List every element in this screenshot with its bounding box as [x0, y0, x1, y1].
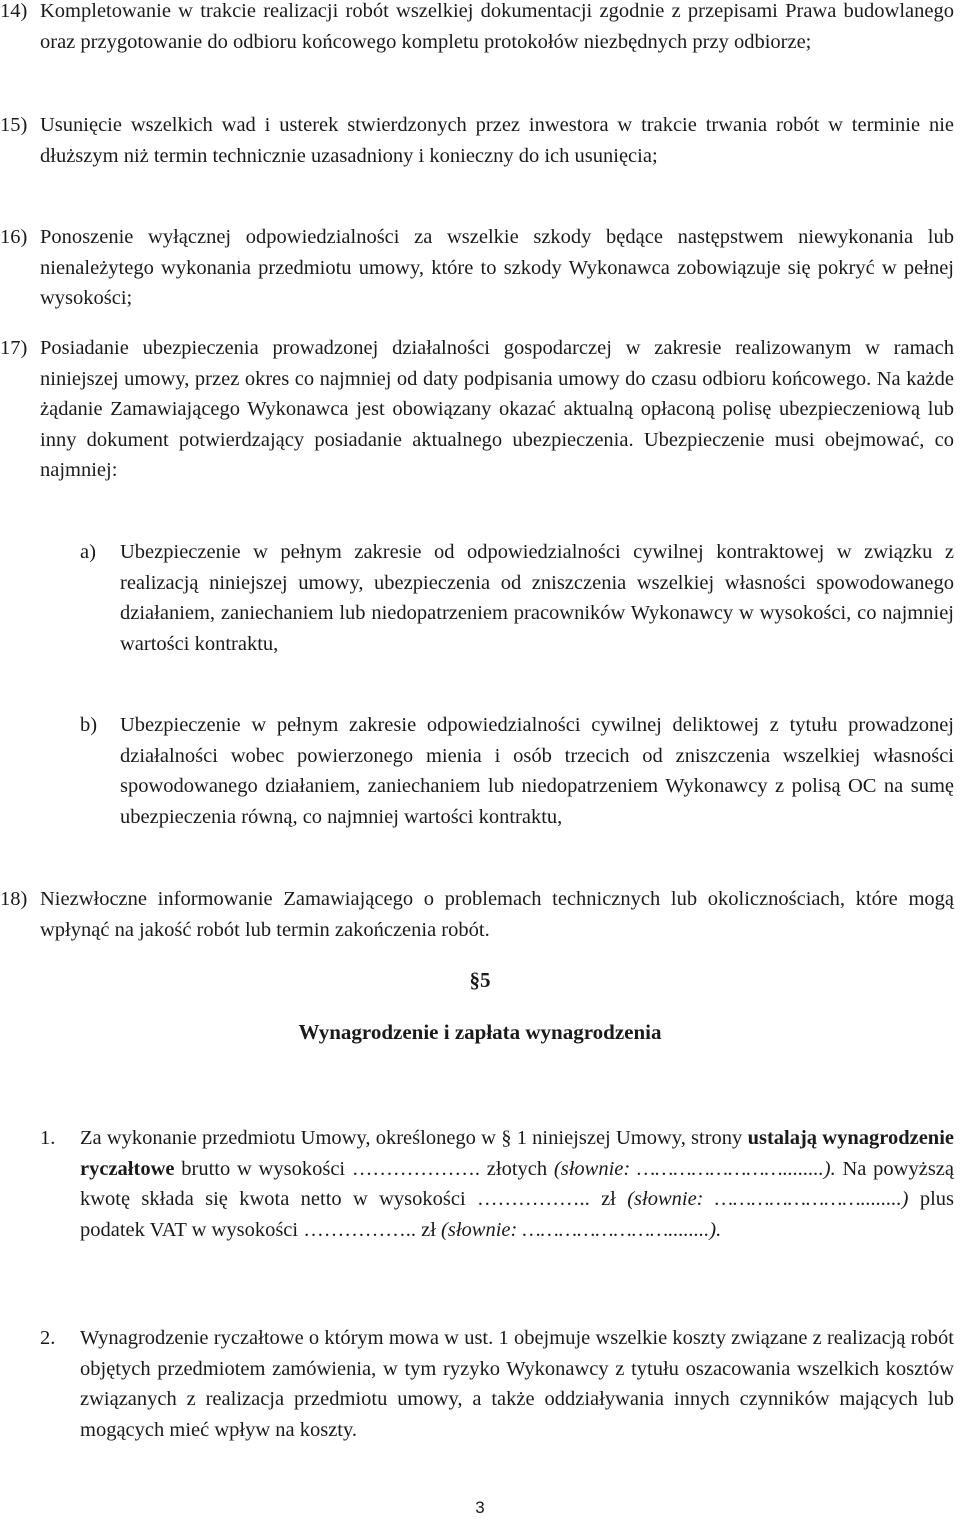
paragraph-2: [0, 1323, 960, 1445]
sub-item-a: [0, 537, 960, 659]
item-number: 18): [0, 888, 28, 910]
page-number: 3: [475, 1498, 485, 1517]
sub-item-letter: b): [80, 714, 98, 736]
paragraph-text: [80, 1123, 954, 1245]
text-run: brutto w wysokości ………………. złotych: [174, 1157, 554, 1180]
item-number: 16): [0, 226, 28, 248]
italic-text-run: (słownie: ……………………........): [627, 1188, 909, 1211]
list-item-14: [0, 0, 960, 57]
list-item-18: [0, 884, 960, 945]
bold-text-run: ustalają wynagrodzenie ryczałtowe: [80, 1127, 955, 1180]
item-text: Niezwłoczne informowanie Zamawiającego o problemach technicznych lub okolicznościach, które mogą wpłynąć na jakość robót lub termin zakończenia robót.: [40, 888, 954, 941]
italic-text-run: (słownie: ……………………........).: [553, 1157, 836, 1180]
sub-item-b: [0, 710, 960, 832]
item-text: Usunięcie wszelkich wad i usterek stwierdzonych przez inwestora w trakcie trwania robót w terminie nie dłuższym niż termin technicznie uzasadniony i konieczny do ich usunięcia;: [40, 114, 954, 167]
sub-item-text: Ubezpieczenie w pełnym zakresie odpowiedzialności cywilnej deliktowej z tytułu prowadzonej działalności wobec powierzonego mienia i osób trzecich od zniszczenia wszelkiej własności spowodowanego działaniem, zaniechaniem lub niedopatrzeniem Wykonawcy z polisą OC na sumę ubezpieczenia równą, co najmniej wartości kontraktu,: [120, 714, 954, 828]
list-item-15: [0, 110, 960, 171]
text-run: Na powyższą kwotę składa się kwota netto w wysokości …………….. zł: [80, 1157, 955, 1211]
list-item-17: [0, 333, 960, 486]
sub-item-letter: a): [80, 541, 96, 563]
item-number: 17): [0, 337, 28, 359]
sub-item-text: Ubezpieczenie w pełnym zakresie od odpowiedzialności cywilnej kontraktowej w związku z realizacją niniejszej umowy, ubezpieczenia od zniszczenia wszelkiej własności spowodowanego działaniem, zaniechaniem lub niedopatrzeniem pracowników Wykonawcy w wysokości, co najmniej wartości kontraktu,: [120, 541, 954, 655]
paragraph-1: [0, 1123, 960, 1245]
paragraph-text: Wynagrodzenie ryczałtowe o którym mowa w ust. 1 obejmuje wszelkie koszty związane z realizacją robót objętych przedmiotem zamówienia, w tym ryzyko Wykonawcy z tytułu oszacowania wszelkich kosztów związanych z realizacja przedmiotu umowy, a także oddziaływania innych czynników mających lub mogących mieć wpływ na koszty.: [80, 1327, 954, 1441]
item-text: Posiadanie ubezpieczenia prowadzonej działalności gospodarczej w zakresie realizowanym w ramach niniejszej umowy, przez okres co najmniej od daty podpisania umowy do czasu odbioru końcowego. Na każde żądanie Zamawiającego Wykonawca jest obowiązany okazać aktualną opłaconą polisę ubezpieczeniową lub inny dokument potwierdzający posiadanie aktualnego ubezpieczenia. Ubezpieczenie musi obejmować, co najmniej:: [40, 337, 954, 482]
list-item-16: [0, 222, 960, 314]
section-title: Wynagrodzenie i zapłata wynagrodzenia: [298, 1020, 662, 1044]
item-text: Ponoszenie wyłącznej odpowiedzialności za wszelkie szkody będące następstwem niewykonania lub nienależytego wykonania przedmiotu umowy, które to szkody Wykonawca zobowiązuje się pokryć w pełnej wysokości;: [40, 226, 954, 310]
item-number: 15): [0, 114, 28, 136]
italic-text-run: (słownie: ……………………........).: [441, 1218, 722, 1241]
item-number: 14): [0, 0, 28, 22]
item-text: Kompletowanie w trakcie realizacji robót wszelkiej dokumentacji zgodnie z przepisami Prawa budowlanego oraz przygotowanie do odbioru końcowego kompletu protokołów niezbędnych przy odbiorze;: [40, 0, 954, 53]
paragraph-number: 2.: [40, 1327, 56, 1349]
section-mark: §5: [469, 968, 491, 992]
paragraph-number: 1.: [40, 1127, 56, 1149]
text-run: plus podatek VAT w wysokości …………….. zł: [80, 1188, 954, 1241]
text-run: Za wykonanie przedmiotu Umowy, określonego w § 1 niniejszej Umowy, strony: [80, 1127, 743, 1149]
